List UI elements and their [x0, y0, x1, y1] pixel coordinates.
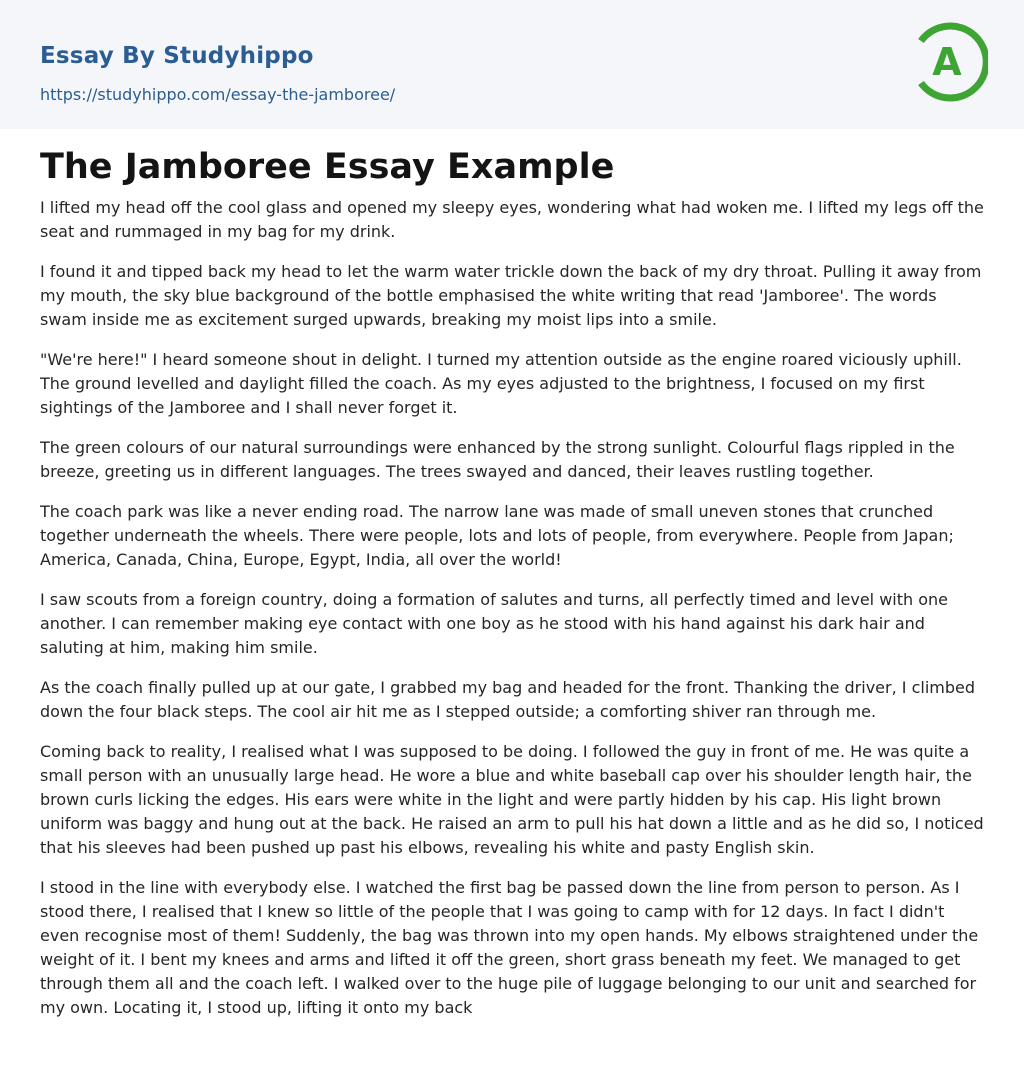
studyhippo-logo-icon[interactable] [906, 18, 988, 106]
essay-body [40, 196, 986, 1020]
essay-paragraph: "We're here!" I heard someone shout in delight. I turned my attention outside as the engine roared viciously uphill. The ground levelled and daylight filled the coach. As my eyes adjusted to the brightness, I focused on my first sightings of the Jamboree and I shall never forget it. [40, 350, 962, 417]
essay-paragraph: The coach park was like a never ending road. The narrow lane was made of small uneven stones that crunched together underneath the wheels. There were people, lots and lots of people, from everywhere. People from Japan; America, Canada, China, Europe, Egypt, India, all over the world! [40, 502, 954, 569]
essay-paragraph: I saw scouts from a foreign country, doing a formation of salutes and turns, all perfectly timed and level with one another. I can remember making eye contact with one boy as he stood with his hand against his dark hair and saluting at him, making him smile. [40, 590, 949, 657]
site-brand[interactable]: Essay By Studyhippo [40, 43, 314, 69]
essay-paragraph: The green colours of our natural surroundings were enhanced by the strong sunlight. Colourful flags rippled in the breeze, greeting us in different languages. The trees swayed and danced, their leaves rustling together. [40, 438, 955, 481]
logo-letter: A [932, 40, 962, 84]
site-header [0, 0, 1024, 129]
essay-paragraph: As the coach finally pulled up at our gate, I grabbed my bag and headed for the front. Thanking the driver, I climbed down the four black steps. The cool air hit me as I stepped outside; a comforting shiver ran through me. [40, 678, 975, 721]
page-title: The Jamboree Essay Example [40, 147, 615, 187]
essay-paragraph: I lifted my head off the cool glass and opened my sleepy eyes, wondering what had woken me. I lifted my legs off the seat and rummaged in my bag for my drink. [40, 198, 984, 241]
essay-paragraph: Coming back to reality, I realised what I was supposed to be doing. I followed the guy in front of me. He was quite a small person with an unusually large head. He wore a blue and white baseball cap over his shoulder length hair, the brown curls licking the edges. His ears were white in the light and were partly hidden by his cap. His light brown uniform was baggy and hung out at the back. He raised an arm to pull his hat down a little and as he did so, I noticed that his sleeves had been pushed up past his elbows, revealing his white and pasty English skin. [40, 742, 984, 857]
essay-paragraph: I found it and tipped back my head to let the warm water trickle down the back of my dry throat. Pulling it away from my mouth, the sky blue background of the bottle emphasised the white writing that read 'Jamboree'. The words swam inside me as excitement surged upwards, breaking my moist lips into a smile. [40, 262, 982, 329]
essay-paragraph: I stood in the line with everybody else. I watched the first bag be passed down the line from person to person. As I stood there, I realised that I knew so little of the people that I was going to camp with for 12 days. In fact I didn't even recognise most of them! Suddenly, the bag was thrown into my open hands. My elbows straightened under the weight of it. I bent my knees and arms and lifted it off the green, short grass beneath my feet. We managed to get through them all and the coach left. I walked over to the huge pile of luggage belonging to our unit and searched for my own. Locating it, I stood up, lifting it onto my back [40, 878, 979, 1017]
source-url-link[interactable]: https://studyhippo.com/essay-the-jamboree/ [40, 85, 396, 104]
